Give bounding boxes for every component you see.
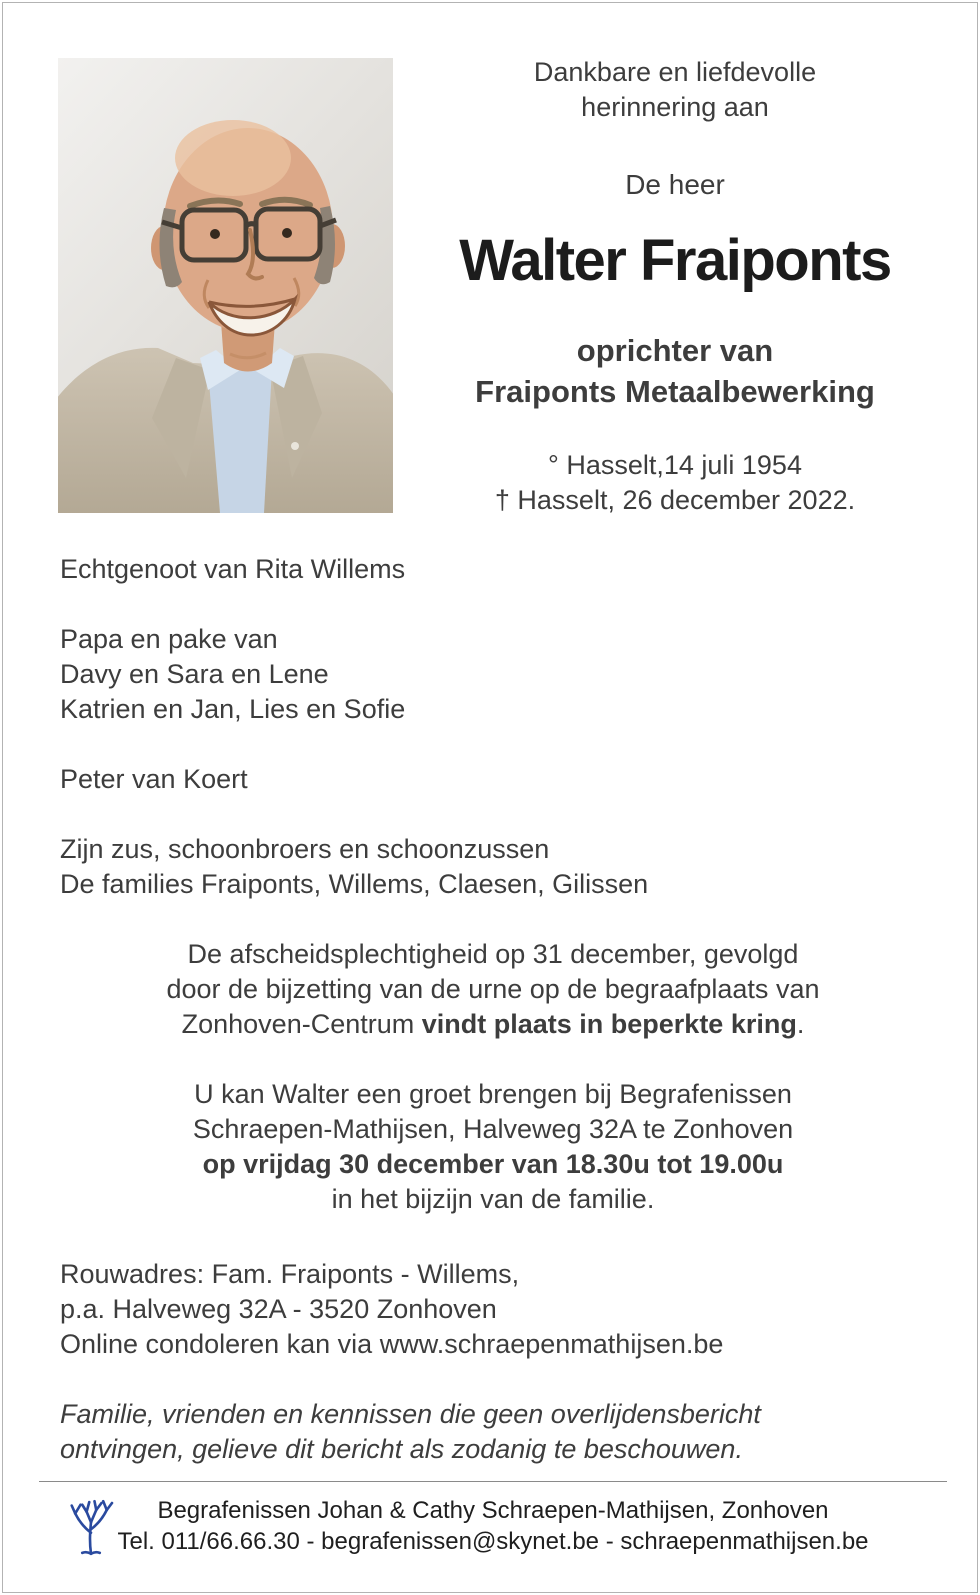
children-intro: Papa en pake van bbox=[60, 624, 278, 654]
ceremony-line2: door de bijzetting van de urne op de begraafplaats van bbox=[166, 974, 820, 1004]
memorial-intro bbox=[395, 55, 955, 125]
family-paragraph bbox=[60, 832, 926, 902]
ceremony-line3-prefix: Zonhoven-Centrum bbox=[181, 1009, 422, 1039]
role-line2: Fraiponts Metaalbewerking bbox=[475, 374, 875, 409]
children-line2: Katrien en Jan, Lies en Sofie bbox=[60, 694, 406, 724]
ceremony-line3-suffix: . bbox=[796, 1009, 805, 1039]
footer bbox=[39, 1481, 947, 1557]
notice-line2: ontvingen, gelieve dit bericht als zodanig te beschouwen. bbox=[60, 1434, 743, 1464]
ceremony-line3 bbox=[60, 1007, 926, 1042]
visit-line3: op vrijdag 30 december van 18.30u tot 19.00u bbox=[202, 1149, 784, 1179]
body-text bbox=[60, 552, 926, 1502]
memorial-intro-line1: Dankbare en liefdevolle bbox=[533, 57, 817, 87]
tree-logo-icon bbox=[63, 1492, 119, 1556]
deceased-role bbox=[395, 330, 955, 412]
spouse-line: Echtgenoot van Rita Willems bbox=[60, 554, 406, 584]
memorial-intro-line2: herinnering aan bbox=[581, 92, 769, 122]
life-dates bbox=[395, 448, 955, 518]
mourning-address-paragraph bbox=[60, 1257, 926, 1362]
footer-company-line: Begrafenissen Johan & Cathy Schraepen-Mathijsen, Zonhoven bbox=[157, 1497, 829, 1524]
death-date: † Hasselt, 26 december 2022. bbox=[494, 485, 856, 515]
obituary-card bbox=[2, 2, 978, 1593]
header-block bbox=[395, 55, 955, 518]
godfather-line: Peter van Koert bbox=[60, 764, 248, 794]
ceremony-line3-bold: vindt plaats in beperkte kring bbox=[421, 1009, 797, 1039]
notice-paragraph bbox=[60, 1397, 926, 1467]
deceased-name: Walter Fraiponts bbox=[459, 228, 891, 293]
family-line2: De families Fraiponts, Willems, Claesen, Gilissen bbox=[60, 869, 649, 899]
children-line1: Davy en Sara en Lene bbox=[60, 659, 329, 689]
visit-line4: in het bijzijn van de familie. bbox=[331, 1184, 655, 1214]
notice-line1: Familie, vrienden en kennissen die geen overlijdensbericht bbox=[60, 1399, 761, 1429]
family-line1: Zijn zus, schoonbroers en schoonzussen bbox=[60, 834, 550, 864]
visit-paragraph bbox=[60, 1077, 926, 1217]
role-line1: oprichter van bbox=[576, 333, 774, 368]
salutation: De heer bbox=[625, 169, 725, 200]
ceremony-paragraph bbox=[60, 937, 926, 1042]
footer-contact-line: Tel. 011/66.66.30 - begrafenissen@skynet.be - schraepenmathijsen.be bbox=[117, 1528, 869, 1555]
children-paragraph bbox=[60, 622, 926, 727]
birth-date: ° Hasselt,14 juli 1954 bbox=[548, 450, 802, 480]
visit-line2: Schraepen-Mathijsen, Halveweg 32A te Zonhoven bbox=[192, 1114, 794, 1144]
address-line1: Rouwadres: Fam. Fraiponts - Willems, bbox=[60, 1259, 520, 1289]
address-line2: p.a. Halveweg 32A - 3520 Zonhoven bbox=[60, 1294, 497, 1324]
visit-line1: U kan Walter een groet brengen bij Begrafenissen bbox=[194, 1079, 792, 1109]
ceremony-line1: De afscheidsplechtigheid op 31 december, gevolgd bbox=[187, 939, 799, 969]
portrait-photo bbox=[58, 58, 393, 513]
portrait-illustration bbox=[58, 58, 393, 513]
condolence-line: Online condoleren kan via www.schraepenmathijsen.be bbox=[60, 1329, 724, 1359]
